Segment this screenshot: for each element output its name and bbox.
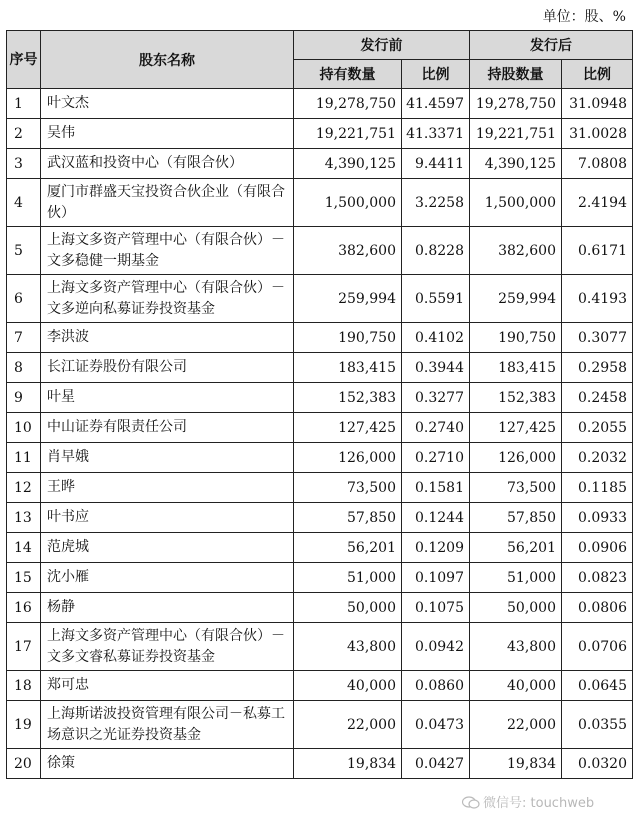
- before-quantity: 73,500: [294, 473, 402, 503]
- after-ratio: 0.2458: [562, 383, 633, 413]
- table-row: [7, 593, 633, 623]
- before-ratio: 0.0860: [402, 671, 470, 701]
- row-index: 8: [7, 353, 41, 383]
- after-quantity: 73,500: [470, 473, 562, 503]
- before-quantity: 190,750: [294, 323, 402, 353]
- before-ratio: 0.4102: [402, 323, 470, 353]
- table-row: [7, 533, 633, 563]
- header-before-qty: 持有数量: [294, 60, 402, 89]
- table-row: [7, 227, 633, 275]
- after-quantity: 127,425: [470, 413, 562, 443]
- row-index: 12: [7, 473, 41, 503]
- row-index: 11: [7, 443, 41, 473]
- shareholder-name: 中山证券有限责任公司: [41, 413, 294, 443]
- table-row: [7, 323, 633, 353]
- after-quantity: 19,278,750: [470, 89, 562, 119]
- after-ratio: 0.4193: [562, 275, 633, 323]
- table-row: [7, 749, 633, 779]
- watermark-text: 微信号: touchweb: [483, 796, 595, 811]
- table-row: [7, 473, 633, 503]
- table-row: [7, 671, 633, 701]
- row-index: 7: [7, 323, 41, 353]
- after-ratio: 0.2958: [562, 353, 633, 383]
- before-ratio: 0.5591: [402, 275, 470, 323]
- shareholder-name: 叶文杰: [41, 89, 294, 119]
- before-quantity: 1,500,000: [294, 179, 402, 227]
- after-quantity: 56,201: [470, 533, 562, 563]
- shareholder-name: 杨静: [41, 593, 294, 623]
- header-before-ratio: 比例: [402, 60, 470, 89]
- before-quantity: 4,390,125: [294, 149, 402, 179]
- shareholder-name: 长江证券股份有限公司: [41, 353, 294, 383]
- row-index: 14: [7, 533, 41, 563]
- row-index: 17: [7, 623, 41, 671]
- before-quantity: 19,278,750: [294, 89, 402, 119]
- table-row: [7, 701, 633, 749]
- before-ratio: 0.2740: [402, 413, 470, 443]
- table-row: [7, 179, 633, 227]
- row-index: 10: [7, 413, 41, 443]
- shareholder-name: 肖早娥: [41, 443, 294, 473]
- before-ratio: 41.3371: [402, 119, 470, 149]
- before-ratio: 0.2710: [402, 443, 470, 473]
- before-quantity: 382,600: [294, 227, 402, 275]
- after-ratio: 2.4194: [562, 179, 633, 227]
- before-ratio: 0.1209: [402, 533, 470, 563]
- row-index: 4: [7, 179, 41, 227]
- before-ratio: 0.1581: [402, 473, 470, 503]
- row-index: 6: [7, 275, 41, 323]
- row-index: 20: [7, 749, 41, 779]
- before-quantity: 57,850: [294, 503, 402, 533]
- before-quantity: 50,000: [294, 593, 402, 623]
- row-index: 2: [7, 119, 41, 149]
- after-ratio: 0.0355: [562, 701, 633, 749]
- watermark: [462, 792, 594, 811]
- before-ratio: 41.4597: [402, 89, 470, 119]
- table-body: [7, 89, 633, 779]
- table-row: [7, 503, 633, 533]
- shareholder-name: 叶星: [41, 383, 294, 413]
- table-row: [7, 119, 633, 149]
- shareholder-name: 厦门市群盛天宝投资合伙企业（有限合伙）: [41, 179, 294, 227]
- before-quantity: 40,000: [294, 671, 402, 701]
- shareholder-name: 吴伟: [41, 119, 294, 149]
- row-index: 1: [7, 89, 41, 119]
- row-index: 9: [7, 383, 41, 413]
- before-quantity: 51,000: [294, 563, 402, 593]
- before-ratio: 0.0427: [402, 749, 470, 779]
- table-row: [7, 443, 633, 473]
- before-quantity: 126,000: [294, 443, 402, 473]
- shareholder-name: 徐策: [41, 749, 294, 779]
- row-index: 19: [7, 701, 41, 749]
- before-quantity: 43,800: [294, 623, 402, 671]
- shareholder-name: 上海文多资产管理中心（有限合伙）－文多文睿私募证券投资基金: [41, 623, 294, 671]
- after-ratio: 0.1185: [562, 473, 633, 503]
- shareholder-name: 李洪波: [41, 323, 294, 353]
- row-index: 5: [7, 227, 41, 275]
- shareholder-name: 武汉蓝和投资中心（有限合伙）: [41, 149, 294, 179]
- before-ratio: 0.1097: [402, 563, 470, 593]
- table-row: [7, 275, 633, 323]
- after-ratio: 0.0906: [562, 533, 633, 563]
- header-name: 股东名称: [41, 31, 294, 89]
- before-quantity: 56,201: [294, 533, 402, 563]
- after-quantity: 183,415: [470, 353, 562, 383]
- after-quantity: 4,390,125: [470, 149, 562, 179]
- before-quantity: 127,425: [294, 413, 402, 443]
- shareholder-name: 上海文多资产管理中心（有限合伙）－文多稳健一期基金: [41, 227, 294, 275]
- shareholder-name: 郑可忠: [41, 671, 294, 701]
- after-ratio: 0.0645: [562, 671, 633, 701]
- unit-note: 单位：股、%: [542, 9, 626, 25]
- after-quantity: 51,000: [470, 563, 562, 593]
- row-index: 13: [7, 503, 41, 533]
- before-ratio: 0.0942: [402, 623, 470, 671]
- before-quantity: 259,994: [294, 275, 402, 323]
- after-quantity: 57,850: [470, 503, 562, 533]
- after-quantity: 126,000: [470, 443, 562, 473]
- table-row: [7, 383, 633, 413]
- before-quantity: 152,383: [294, 383, 402, 413]
- row-index: 16: [7, 593, 41, 623]
- header-before-group: 发行前: [294, 31, 470, 60]
- row-index: 3: [7, 149, 41, 179]
- after-quantity: 40,000: [470, 671, 562, 701]
- after-quantity: 259,994: [470, 275, 562, 323]
- table-row: [7, 89, 633, 119]
- table-row: [7, 563, 633, 593]
- after-quantity: 50,000: [470, 593, 562, 623]
- after-ratio: 0.0706: [562, 623, 633, 671]
- row-index: 15: [7, 563, 41, 593]
- before-ratio: 0.0473: [402, 701, 470, 749]
- header-after-ratio: 比例: [562, 60, 633, 89]
- after-ratio: 0.0320: [562, 749, 633, 779]
- before-quantity: 19,221,751: [294, 119, 402, 149]
- table-row: [7, 149, 633, 179]
- after-ratio: 0.0823: [562, 563, 633, 593]
- before-ratio: 0.1075: [402, 593, 470, 623]
- after-ratio: 7.0808: [562, 149, 633, 179]
- shareholder-name: 王晔: [41, 473, 294, 503]
- shareholder-name: 上海斯诺波投资管理有限公司－私募工场意识之光证券投资基金: [41, 701, 294, 749]
- row-index: 18: [7, 671, 41, 701]
- header-after-qty: 持股数量: [470, 60, 562, 89]
- shareholder-name: 范虎城: [41, 533, 294, 563]
- before-ratio: 0.8228: [402, 227, 470, 275]
- before-ratio: 0.3944: [402, 353, 470, 383]
- wechat-icon: [462, 796, 480, 809]
- after-quantity: 19,221,751: [470, 119, 562, 149]
- after-ratio: 31.0948: [562, 89, 633, 119]
- after-ratio: 0.2032: [562, 443, 633, 473]
- shareholder-name: 叶书应: [41, 503, 294, 533]
- table-row: [7, 413, 633, 443]
- after-ratio: 0.0933: [562, 503, 633, 533]
- after-quantity: 1,500,000: [470, 179, 562, 227]
- after-quantity: 382,600: [470, 227, 562, 275]
- before-ratio: 3.2258: [402, 179, 470, 227]
- after-ratio: 0.0806: [562, 593, 633, 623]
- after-ratio: 31.0028: [562, 119, 633, 149]
- after-quantity: 22,000: [470, 701, 562, 749]
- shareholder-name: 沈小雁: [41, 563, 294, 593]
- before-ratio: 0.1244: [402, 503, 470, 533]
- before-ratio: 0.3277: [402, 383, 470, 413]
- shareholder-name: 上海文多资产管理中心（有限合伙）－文多逆向私募证券投资基金: [41, 275, 294, 323]
- header-seq: 序号: [7, 31, 41, 89]
- header-after-group: 发行后: [470, 31, 633, 60]
- after-ratio: 0.6171: [562, 227, 633, 275]
- after-quantity: 19,834: [470, 749, 562, 779]
- table-row: [7, 623, 633, 671]
- after-quantity: 43,800: [470, 623, 562, 671]
- before-quantity: 19,834: [294, 749, 402, 779]
- after-quantity: 190,750: [470, 323, 562, 353]
- after-ratio: 0.3077: [562, 323, 633, 353]
- before-ratio: 9.4411: [402, 149, 470, 179]
- after-ratio: 0.2055: [562, 413, 633, 443]
- after-quantity: 152,383: [470, 383, 562, 413]
- shareholder-table: [6, 30, 633, 779]
- before-quantity: 183,415: [294, 353, 402, 383]
- before-quantity: 22,000: [294, 701, 402, 749]
- table-row: [7, 353, 633, 383]
